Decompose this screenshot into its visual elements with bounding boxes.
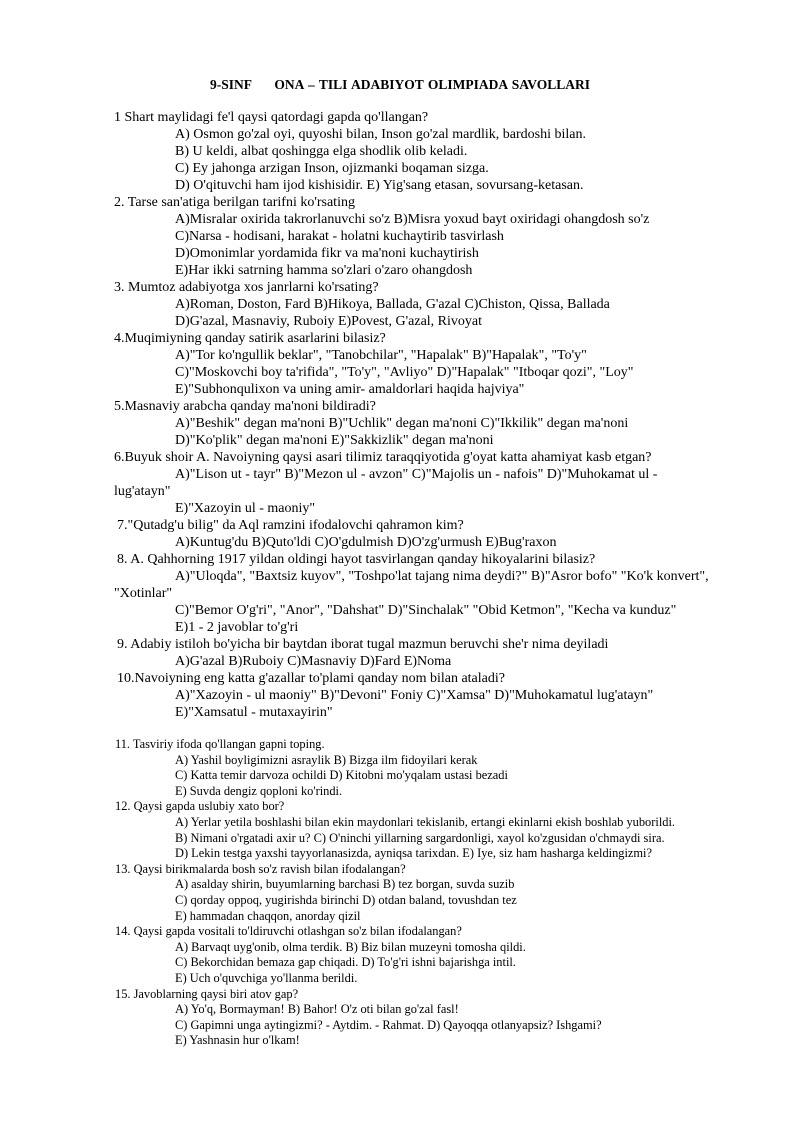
answer-options: A)"Beshik" degan ma'noni B)"Uchlik" degan ma'noni C)"Ikkilik" degan ma'noni — [175, 416, 629, 431]
answer-options: D)G'azal, Masnaviy, Ruboiy E)Povest, G'azal, Rivoyat — [175, 314, 483, 329]
answer-options: A) Yo'q, Bormayman! B) Bahor! O'z oti bilan go'zal fasl! — [175, 1002, 459, 1017]
answer-options: A) Yerlar yetila boshlashi bilan ekin maydonlari tekislanib, ertangi ekinlarni ekish boshlab yuborildi. — [175, 814, 675, 829]
answer-options: C)"Moskovchi boy ta'rifida", "To'y", "Avliyo" D)"Hapalak" "Itboqar qozi", "Loy" — [175, 365, 634, 380]
question-text: 3. Mumtoz adabiyotga xos janrlarni ko'rsating? — [114, 280, 379, 295]
answer-options: D) O'qituvchi ham ijod kishisidir. E) Yig'sang etasan, sovursang-ketasan. — [175, 178, 584, 193]
question-text: 1 Shart maylidagi fe'l qaysi qatordagi gapda qo'llangan? — [114, 110, 429, 125]
answer-options: E)1 - 2 javoblar to'g'ri — [175, 620, 299, 635]
question-text: 13. Qaysi birikmalarda bosh so'z ravish bilan ifodalangan? — [115, 861, 406, 876]
questions-part-1 — [114, 109, 754, 721]
answer-options: A)Kuntug'du B)Quto'ldi C)O'gdulmish D)O'zg'urmush E)Bug'raxon — [175, 535, 557, 550]
answer-options: A) asalday shirin, buyumlarning barchasi B) tez borgan, suvda suzib — [175, 877, 515, 892]
answer-options: C)Narsa - hodisani, harakat - holatni kuchaytirib tasvirlash — [175, 229, 504, 244]
answer-options: A)Roman, Doston, Fard B)Hikoya, Ballada, G'azal C)Chiston, Qissa, Ballada — [175, 297, 610, 312]
question-text: 8. A. Qahhorning 1917 yildan oldingi hayot tasvirlangan qanday hikoyalarini bilasiz? — [117, 552, 596, 567]
answer-options: A) Barvaqt uyg'onib, olma terdik. B) Biz bilan muzeyni tomosha qildi. — [175, 939, 526, 954]
answer-options: D) Lekin testga yaxshi tayyorlanasizda, ayniqsa tarixdan. E) Iye, siz ham hasharga keldingizmi? — [175, 846, 652, 861]
answer-options: A) Yashil boyligimizni asraylik B) Bizga ilm fidoyilari kerak — [175, 752, 478, 767]
answer-options: C)"Bemor O'g'ri", "Anor", "Dahshat" D)"Sinchalak" "Obid Ketmon", "Kecha va kunduz" — [175, 603, 677, 618]
answer-options: D)"Ko'plik" degan ma'noni E)"Sakkizlik" degan ma'noni — [175, 433, 494, 448]
question-text: 12. Qaysi gapda uslubiy xato bor? — [115, 799, 285, 814]
answer-options: B) Nimani o'rgatadi axir u? C) O'ninchi yillarning sargardonligi, xayol ko'zgusidan o'chmaydi sira. — [175, 830, 665, 845]
answer-options: A)Misralar oxirida takrorlanuvchi so'z B)Misra yoxud bayt oxiridagi ohangdosh so'z — [175, 212, 650, 227]
question-text: 4.Muqimiyning qanday satirik asarlarini bilasiz? — [114, 331, 386, 346]
answer-options: C) Gapimni unga aytingizmi? - Aytdim. - Rahmat. D) Qayoqqa otlanyapsiz? Ishgami? — [175, 1017, 602, 1032]
question-text: 14. Qaysi gapda vositali to'ldiruvchi otlashgan so'z bilan ifodalangan? — [115, 924, 462, 939]
question-text: 7."Qutadg'u bilig" da Aql ramzini ifodalovchi qahramon kim? — [117, 518, 464, 533]
question-text: 2. Tarse san'atiga berilgan tarifni ko'rsating — [114, 195, 355, 210]
answer-options: A)"Uloqda", "Baxtsiz kuyov", "Toshpo'lat tajang nima deydi?" B)"Asror bofo" "Ko'k konvert", — [175, 569, 709, 584]
question-text: 5.Masnaviy arabcha qanday ma'noni bildiradi? — [114, 399, 376, 414]
question-text: 15. Javoblarning qaysi biri atov gap? — [115, 986, 299, 1001]
answer-options: B) U keldi, albat qoshingga elga shodlik olib keladi. — [175, 144, 468, 159]
questions-part-2 — [114, 737, 754, 1049]
answer-options: C) Ey jahonga arzigan Inson, ojizmanki boqaman sizga. — [175, 161, 489, 176]
question-text: 10.Navoiyning eng katta g'azallar to'plami qanday nom bilan ataladi? — [117, 671, 505, 686]
answer-options: E)"Xamsatul - mutaxayirin" — [175, 705, 333, 720]
answer-options: E)"Subhonqulixon va uning amir- amaldorlari haqida hajviya" — [175, 382, 525, 397]
question-text: 11. Tasviriy ifoda qo'llangan gapni toping. — [115, 737, 325, 751]
answer-options: A)"Tor ko'ngullik beklar", "Tanobchilar", "Hapalak" B)"Hapalak", "To'y" — [175, 348, 587, 363]
answer-options: E)"Xazoyin ul - maoniy" — [175, 501, 316, 516]
page-title — [0, 77, 800, 93]
question-text: 6.Buyuk shoir A. Navoiyning qaysi asari tilimiz taraqqiyotida g'oyat katta ahamiyat kasb etgan? — [114, 450, 652, 465]
grade-label: 9-SINF — [209, 77, 252, 92]
answer-options: A)"Lison ut - tayr" B)"Mezon ul - avzon" C)"Majolis un - nafois" D)"Muhokamat ul - — [175, 467, 658, 482]
answer-continuation: "Xotinlar" — [114, 586, 173, 601]
answer-options: E) hammadan chaqqon, anorday qizil — [175, 908, 361, 923]
answer-options: E) Suvda dengiz qoploni ko'rindi. — [175, 783, 343, 798]
question-text: 9. Adabiy istiloh bo'yicha bir baytdan iborat tugal mazmun beruvchi she'r nima deyiladi — [117, 637, 609, 652]
answer-options: E)Har ikki satrning hamma so'zlari o'zaro ohangdosh — [175, 263, 473, 278]
answer-options: C) Bekorchidan bemaza gap chiqadi. D) To'g'ri ishni bajarishga intil. — [175, 955, 516, 970]
answer-options: A)G'azal B)Ruboiy C)Masnaviy D)Fard E)Noma — [175, 654, 452, 669]
answer-options: E) Uch o'quvchiga yo'llanma berildi. — [175, 970, 358, 985]
answer-options: D)Omonimlar yordamida fikr va ma'noni kuchaytirish — [175, 246, 479, 261]
answer-continuation: lug'atayn" — [114, 484, 171, 499]
answer-options: A) Osmon go'zal oyi, quyoshi bilan, Inson go'zal mardlik, bardoshi bilan. — [175, 127, 586, 142]
answer-options: C) Katta temir darvoza ochildi D) Kitobni mo'yqalam ustasi bezadi — [175, 768, 508, 783]
answer-options: C) qorday oppoq, yugirishda birinchi D) otdan baland, tovushdan tez — [175, 892, 517, 907]
title-text: ONA – TILI ADABIYOT OLIMPIADA SAVOLLARI — [274, 77, 591, 92]
answer-options: E) Yashnasin hur o'lkam! — [175, 1033, 300, 1048]
answer-options: A)"Xazoyin - ul maoniy" B)"Devoni" Foniy C)"Xamsa" D)"Muhokamatul lug'atayn" — [175, 688, 654, 703]
